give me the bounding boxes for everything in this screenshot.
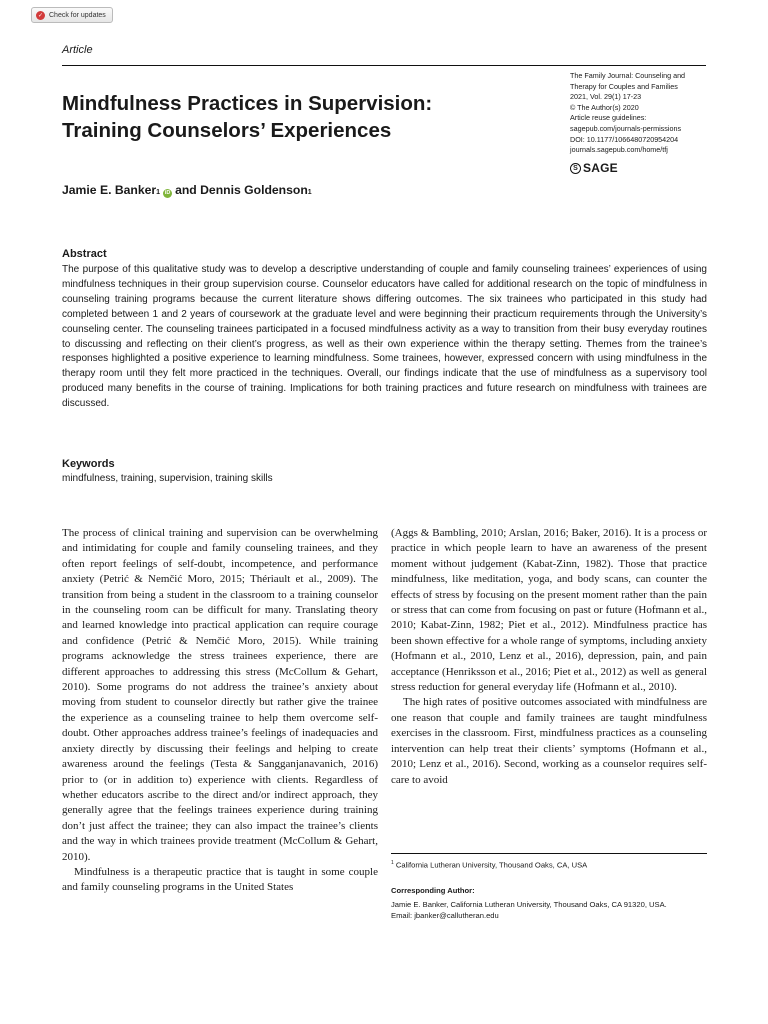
check-for-updates-badge[interactable] xyxy=(31,7,113,23)
header-rule xyxy=(62,65,706,66)
title-line1: Mindfulness Practices in Supervision: xyxy=(62,92,433,115)
author-list xyxy=(62,183,312,198)
article-title xyxy=(62,90,502,144)
body-paragraph: Mindfulness is a therapeutic practice that is taught in some couple and family counseling programs in the United States xyxy=(62,865,378,894)
corresponding-author-email[interactable]: Email: jbanker@callutheran.edu xyxy=(391,911,499,921)
orcid-icon[interactable]: iD xyxy=(164,190,171,196)
permissions-link[interactable]: sagepub.com/journals-permissions xyxy=(570,123,682,133)
journal-info xyxy=(570,71,720,156)
journal-name-line2: Therapy for Couples and Families xyxy=(570,81,678,91)
affiliation-marker: 1 xyxy=(156,189,161,196)
abstract-text: The purpose of this qualitative study was to develop a descriptive understanding of couple and family counseling trainees’ experiences of using mindfulness techniques in their group supervision course. Counselor educators have called for additional research on the topic of mindfulness in counseling training programs because the current literature shows differing outcomes. The six trainees who participated in this study had completed between 1 and 2 years of coursework at the graduate level and were beginning their practicum requirements through the University’s counseling center. The counseling trainees participated in a focused mindfulness activity as a way to transition from their busy everyday routines to discussing and reflecting on their client’s progress, as well as their own experience within the therapy setting. Themes from the trainee’s responses highlighted a positive experience to learning mindfulness. Some trainees, however, expressed concern with using mindfulness in the therapy room until they felt more practiced in the techniques. Overall, our findings indicate that the use of mindfulness as a supervisory tool produced many benefits in the course of training. Implications for both training practices and future research on mindfulness with trainees are discussed. xyxy=(62,264,707,410)
affiliation-footnote xyxy=(391,860,587,870)
affiliation-marker: 1 xyxy=(307,189,312,196)
corresponding-author-address: Jamie E. Banker, California Lutheran University, Thousand Oaks, CA 91320, USA. xyxy=(391,900,667,909)
journal-name-line1: The Family Journal: Counseling and xyxy=(570,71,686,80)
article-type-label: Article xyxy=(62,44,93,56)
check-for-updates-label: Check for updates xyxy=(49,11,106,19)
body-paragraph: (Aggs & Bambling, 2010; Arslan, 2016; Baker, 2016). It is a process or practice in which people learn to have an awareness of the present moment without judgement (Kabat-Zinn, 1982). Those that practice mindfulness, like meditation, yoga, and body scans, can counter the effects of stress by focusing on the present moment rather than the pain or stress that can come from focusing on past or future (Hofmann et al., 2010; Kabat-Zinn, 1982; Piet et al., 2012). Mindfulness practice has been shown effective for a whole range of symptoms, including anxiety (Hofmann et al., 2010, Lenz et al., 2016), depression, pain, and pain acceptance (Henriksson et al., 2016; Piet et al., 2012) as well as general stress reduction for general everyday life (Hofmann et al., 2010). xyxy=(391,527,707,694)
keywords-text: mindfulness, training, supervision, training skills xyxy=(62,473,273,484)
corresponding-author-heading: Corresponding Author: xyxy=(391,886,475,895)
reuse-guidelines-label: Article reuse guidelines: xyxy=(570,113,647,123)
copyright: © The Author(s) 2020 xyxy=(570,102,639,112)
publisher-name: SAGE xyxy=(583,161,618,175)
check-for-updates-icon: ✓ xyxy=(37,12,44,19)
body-paragraph: The high rates of positive outcomes associated with mindfulness are one reason that couple and family trainees are taught mindfulness exercises in the classroom. First, mindfulness practices as a counseling intervention can help treat their clients’ symptoms (Hofmann et al., 2010; Lenz et al., 2016). Second, working as a counselor requires self-care to avoid xyxy=(391,696,707,786)
journal-volume: 2021, Vol. 29(1) 17-23 xyxy=(570,92,642,102)
author-name[interactable]: and Dennis Goldenson xyxy=(175,183,308,197)
doi[interactable]: DOI: 10.1177/1066480720954204 xyxy=(570,134,679,144)
body-paragraph: The process of clinical training and supervision can be overwhelming and intimidating for couple and family counseling trainees, and they often report feelings of self-doubt, incompetence, and performance anxiety (Petrić & Nemčić Moro, 2015; Thériault et al., 2009). The transition from being a student in the classroom to a training counselor in the counseling room can be difficult for many. Translating theory and learned knowledge into practical application can require courage and confidence (Petrić & Nemčić Moro, 2015). While training programs acknowledge the stress trainees experience, there are different approaches to addressing this stress (McCollum & Gehart, 2010). Some programs do not address the trainee’s anxiety about moving from student to counselor directly but rather give the trainee the experience as a counseling trainee to help them overcome self-doubt. Other approaches address trainee’s feelings of inadequacies and anxiety directly by discussing their feelings and helping to create awareness around the feelings (Testa & Sangganjanavanich, 2016) prior to (or in addition to) experience with clients. Regardless of whether educators ascribe to the direct and/or indirect approach, they generally agree that the feelings trainees experience during training don’t just affect the trainee; they can also impact the trainee’s clients and the way in which trainees provide treatment (McCollum & Gehart, 2010). xyxy=(62,527,378,863)
title-line2: Training Counselors’ Experiences xyxy=(62,119,392,142)
footnote-rule xyxy=(391,853,707,854)
author-name[interactable]: Jamie E. Banker xyxy=(62,183,157,197)
body-column-right xyxy=(391,526,707,788)
affiliation-text: California Lutheran University, Thousand Oaks, CA, USA xyxy=(395,860,588,870)
sage-logo-icon: S xyxy=(570,163,581,174)
sage-logo xyxy=(570,161,618,175)
body-column-left xyxy=(62,526,378,896)
keywords-heading: Keywords xyxy=(62,458,115,470)
corresponding-author-details xyxy=(391,899,707,921)
abstract-heading: Abstract xyxy=(62,248,107,260)
journal-homepage-link[interactable]: journals.sagepub.com/home/tfj xyxy=(570,145,668,155)
affiliation-marker: 1 xyxy=(391,860,394,866)
